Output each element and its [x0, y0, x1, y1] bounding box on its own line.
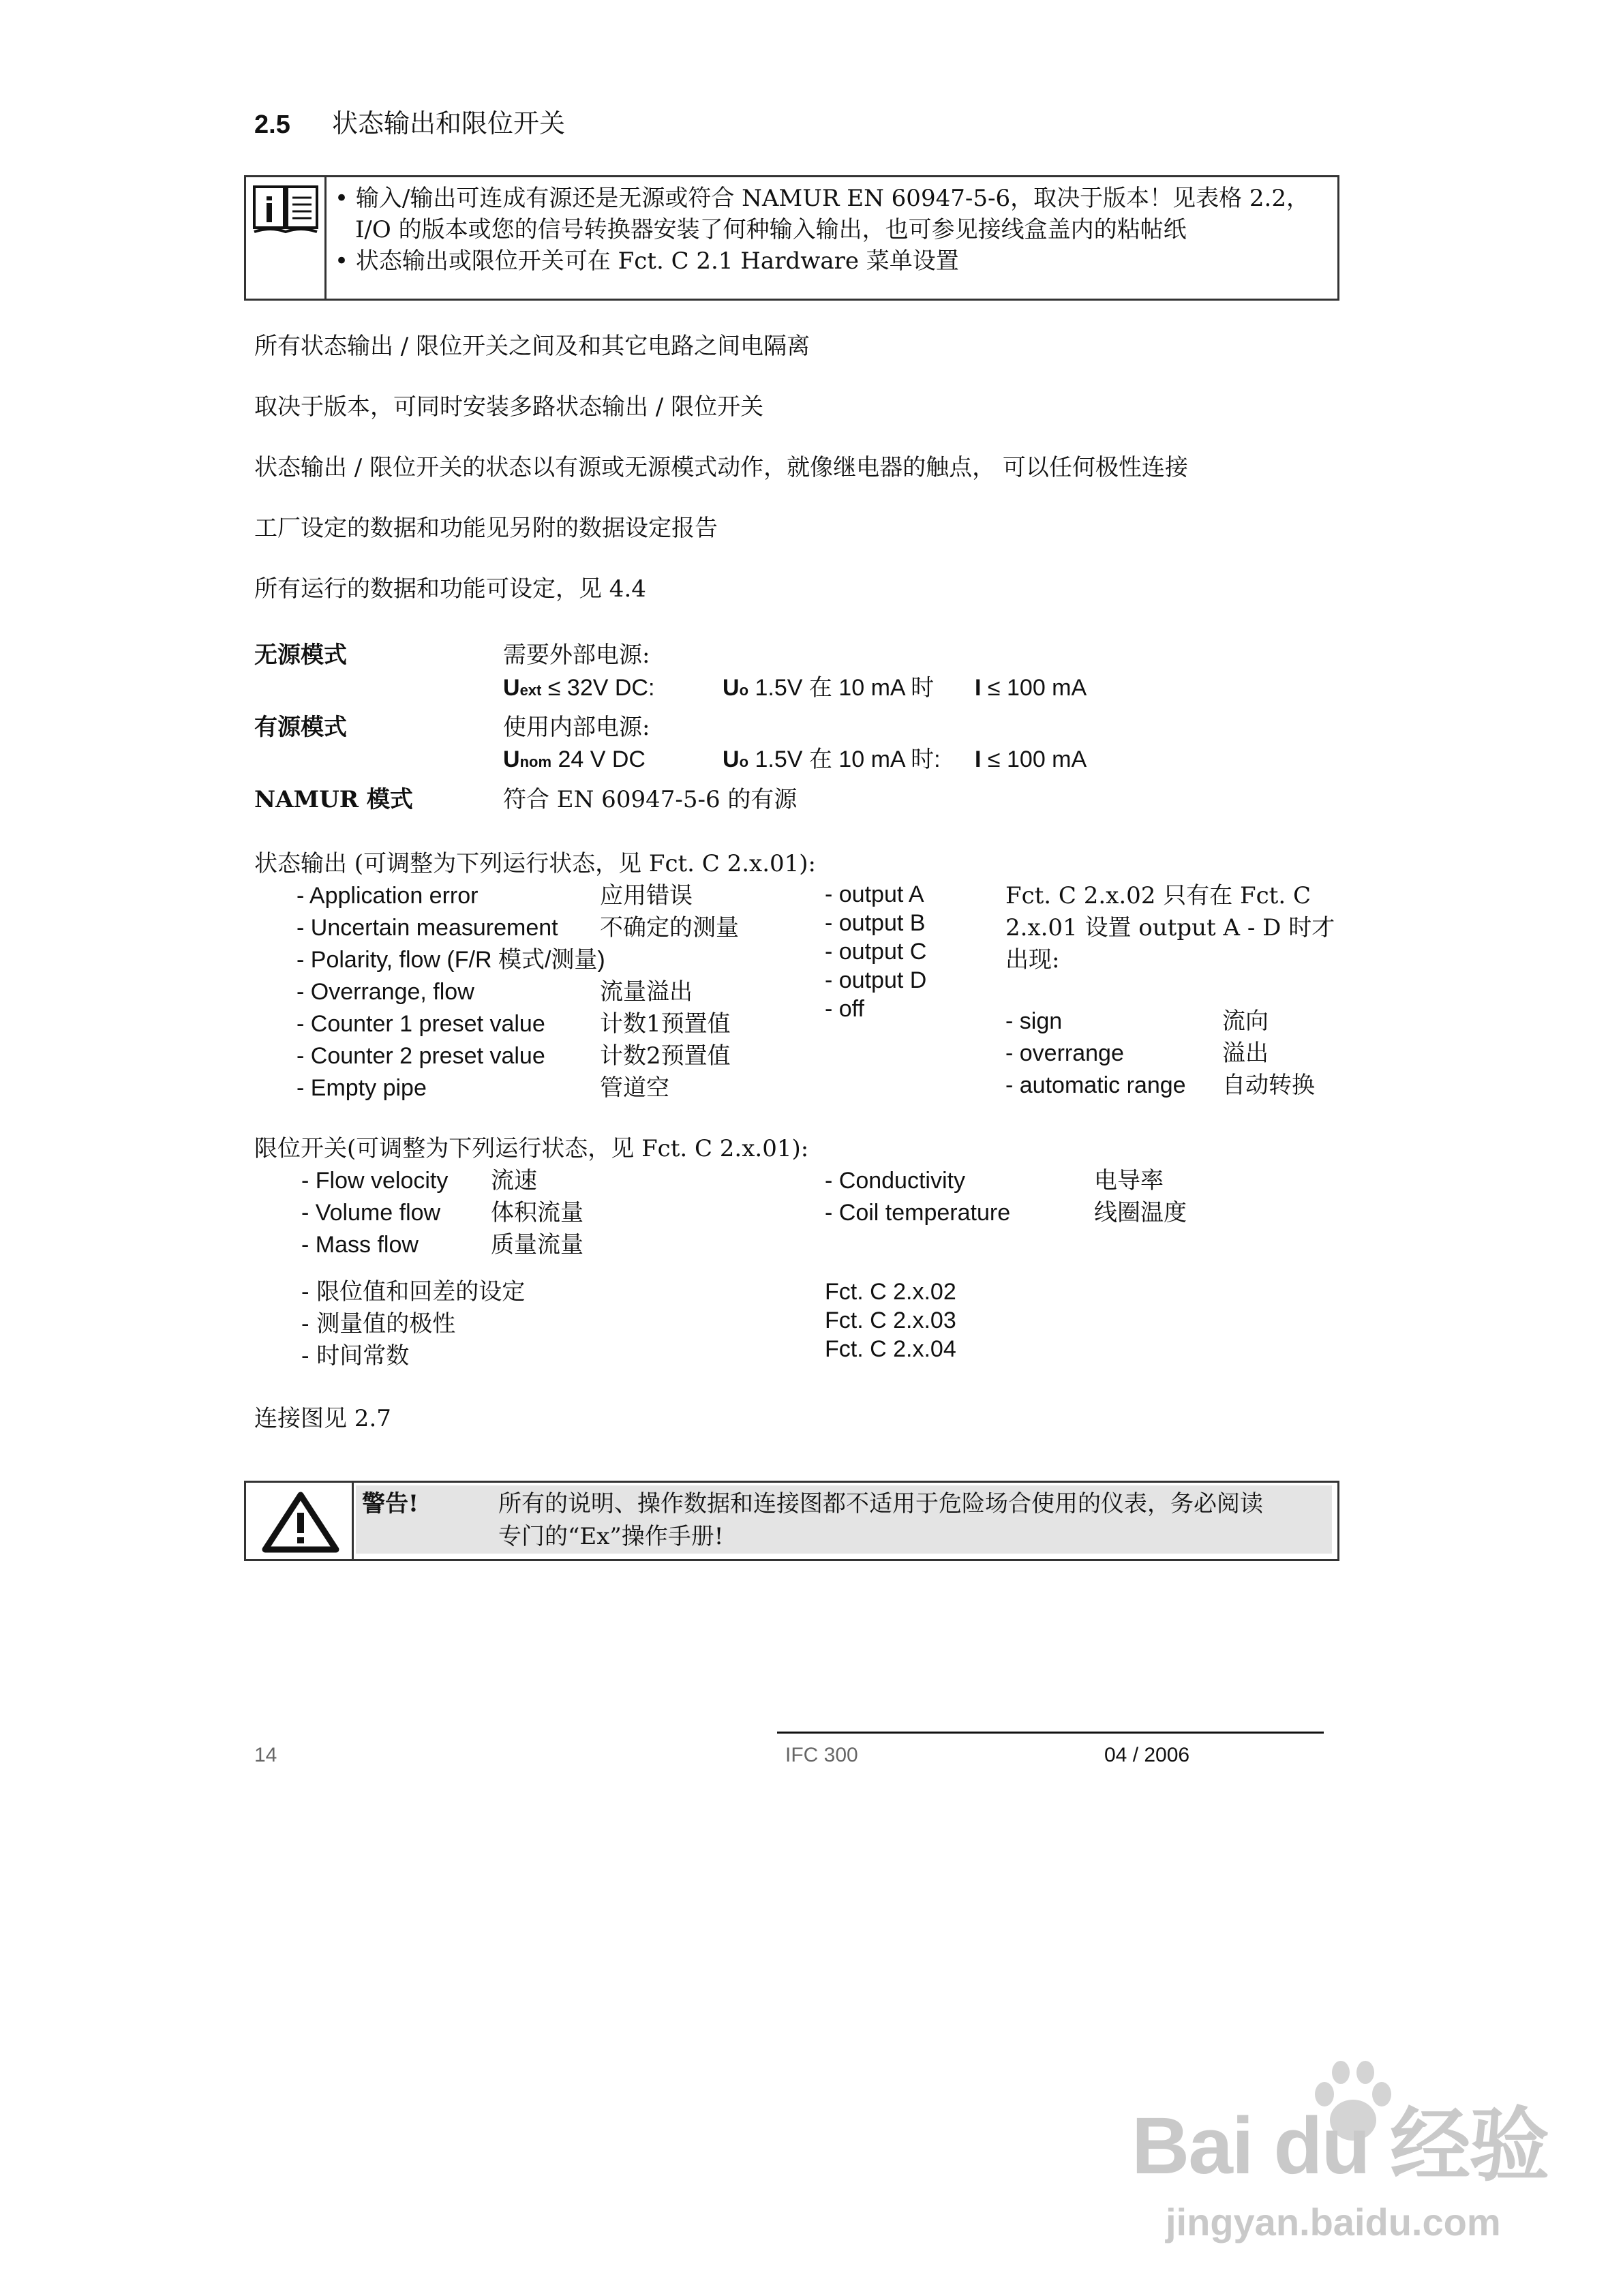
- info-line-1: • 输入/输出可连成有源还是无源或符合 NAMUR EN 60947-5-6，取决于版本！见表格 2.2，: [335, 185, 1309, 212]
- limit-coil-temperature-cn: 线圈温度: [1094, 1199, 1187, 1226]
- namur-mode-label: NAMUR 模式: [254, 786, 413, 813]
- output-note-line-1: Fct. C 2.x.02 只有在 Fct. C: [1005, 882, 1311, 909]
- extra-auto-range: - automatic range: [1005, 1072, 1186, 1098]
- active-uo: Uo 1.5V 在 10 mA 时:: [723, 746, 941, 772]
- status-item-7-cn: 管道空: [600, 1074, 669, 1102]
- status-item-7: - Empty pipe: [297, 1075, 427, 1101]
- output-c: - output C: [825, 939, 927, 965]
- passive-current: I ≤ 100 mA: [975, 675, 1087, 701]
- status-item-1: - Application error: [297, 883, 479, 909]
- section-title: 状态输出和限位开关: [332, 108, 566, 138]
- limit-conductivity: - Conductivity: [825, 1168, 965, 1194]
- limit-coil-temperature: - Coil temperature: [825, 1200, 1011, 1226]
- paragraph-settable: 所有运行的数据和功能可设定，见 4.4: [254, 575, 646, 603]
- footer-page-number: 14: [254, 1744, 277, 1766]
- info-book-icon: [252, 184, 320, 239]
- limit-mass-flow: - Mass flow: [301, 1232, 419, 1258]
- warning-label: 警告!: [362, 1490, 419, 1517]
- setting-time-constant: - 时间常数: [301, 1342, 410, 1370]
- output-off: - off: [825, 996, 864, 1022]
- active-current: I ≤ 100 mA: [975, 746, 1087, 772]
- setting-polarity-fct: Fct. C 2.x.03: [825, 1308, 956, 1333]
- footer-date: 04 / 2006: [1104, 1744, 1190, 1766]
- extra-sign-cn: 流向: [1222, 1008, 1269, 1035]
- info-line-3: • 状态输出或限位开关可在 Fct. C 2.1 Hardware 菜单设置: [335, 247, 959, 275]
- output-note-line-3: 出现:: [1005, 946, 1060, 973]
- active-mode-desc: 使用内部电源:: [503, 714, 650, 741]
- active-voltage: Unom 24 V DC: [503, 746, 646, 772]
- setting-time-constant-fct: Fct. C 2.x.04: [825, 1336, 956, 1362]
- watermark-url: jingyan.baidu.com: [1166, 2201, 1501, 2244]
- footer-rule: [777, 1732, 1324, 1734]
- status-item-4: - Overrange, flow: [297, 979, 474, 1005]
- status-output-heading: 状态输出 (可调整为下列运行状态，见 Fct. C 2.x.01):: [254, 850, 817, 877]
- status-item-1-cn: 应用错误: [600, 882, 693, 909]
- warning-box: [244, 1481, 1339, 1561]
- output-b: - output B: [825, 910, 926, 936]
- paragraph-multi-output: 取决于版本，可同时安装多路状态输出 / 限位开关: [254, 393, 764, 421]
- warning-line-2: 专门的“Ex”操作手册!: [498, 1523, 724, 1550]
- section-number: 2.5: [254, 110, 290, 139]
- warning-icon-cell: [246, 1483, 354, 1559]
- limit-flow-velocity-cn: 流速: [491, 1167, 537, 1194]
- info-box: [244, 175, 1339, 301]
- info-line-2: I/O 的版本或您的信号转换器安装了何种输入输出，也可参见接线盒盖内的粘帖纸: [355, 216, 1187, 243]
- status-item-6: - Counter 2 preset value: [297, 1043, 545, 1069]
- limit-flow-velocity: - Flow velocity: [301, 1168, 449, 1194]
- limit-volume-flow-cn: 体积流量: [491, 1199, 583, 1226]
- warning-line-1: 所有的说明、操作数据和连接图都不适用于危险场合使用的仪表，务必阅读: [498, 1490, 1263, 1517]
- output-d: - output D: [825, 967, 927, 993]
- watermark-logo: Bai du 经验: [1132, 2101, 1549, 2191]
- extra-overrange-cn: 溢出: [1222, 1040, 1269, 1067]
- paragraph-contact-mode: 状态输出 / 限位开关的状态以有源或无源模式动作，就像继电器的触点， 可以任何极性连接: [254, 454, 1188, 481]
- status-item-5-cn: 计数1预置值: [600, 1010, 731, 1038]
- active-mode-label: 有源模式: [254, 714, 347, 741]
- limit-conductivity-cn: 电导率: [1094, 1167, 1164, 1194]
- status-item-2: - Uncertain measurement: [297, 915, 558, 941]
- extra-sign: - sign: [1005, 1008, 1063, 1034]
- footer-product: IFC 300: [785, 1744, 858, 1766]
- output-note-line-2: 2.x.01 设置 output A - D 时才: [1005, 914, 1335, 941]
- status-item-4-cn: 流量溢出: [600, 978, 693, 1006]
- paragraph-factory-settings: 工厂设定的数据和功能见另附的数据设定报告: [254, 515, 718, 542]
- status-item-3: - Polarity, flow (F/R 模式/测量): [297, 947, 605, 973]
- status-item-5: - Counter 1 preset value: [297, 1011, 545, 1037]
- connection-note: 连接图见 2.7: [254, 1405, 391, 1432]
- warning-triangle-icon: [260, 1490, 342, 1555]
- extra-auto-range-cn: 自动转换: [1222, 1072, 1315, 1099]
- info-icon-cell: [246, 177, 327, 299]
- limit-switch-heading: 限位开关(可调整为下列运行状态，见 Fct. C 2.x.01):: [254, 1135, 809, 1162]
- passive-voltage: Uext ≤ 32V DC:: [503, 675, 655, 701]
- paragraph-isolation: 所有状态输出 / 限位开关之间及和其它电路之间电隔离: [254, 333, 810, 360]
- setting-limit-hysteresis: - 限位值和回差的设定: [301, 1278, 526, 1305]
- setting-polarity: - 测量值的极性: [301, 1310, 456, 1338]
- limit-volume-flow: - Volume flow: [301, 1200, 441, 1226]
- passive-uo: Uo 1.5V 在 10 mA 时: [723, 675, 935, 701]
- status-item-2-cn: 不确定的测量: [600, 914, 739, 941]
- namur-mode-desc: 符合 EN 60947-5-6 的有源: [503, 786, 798, 813]
- passive-mode-label: 无源模式: [254, 641, 347, 669]
- setting-limit-hysteresis-fct: Fct. C 2.x.02: [825, 1279, 956, 1305]
- limit-mass-flow-cn: 质量流量: [491, 1231, 583, 1258]
- status-item-6-cn: 计数2预置值: [600, 1042, 731, 1070]
- output-a: - output A: [825, 881, 924, 907]
- passive-mode-desc: 需要外部电源:: [503, 641, 650, 669]
- extra-overrange: - overrange: [1005, 1040, 1124, 1066]
